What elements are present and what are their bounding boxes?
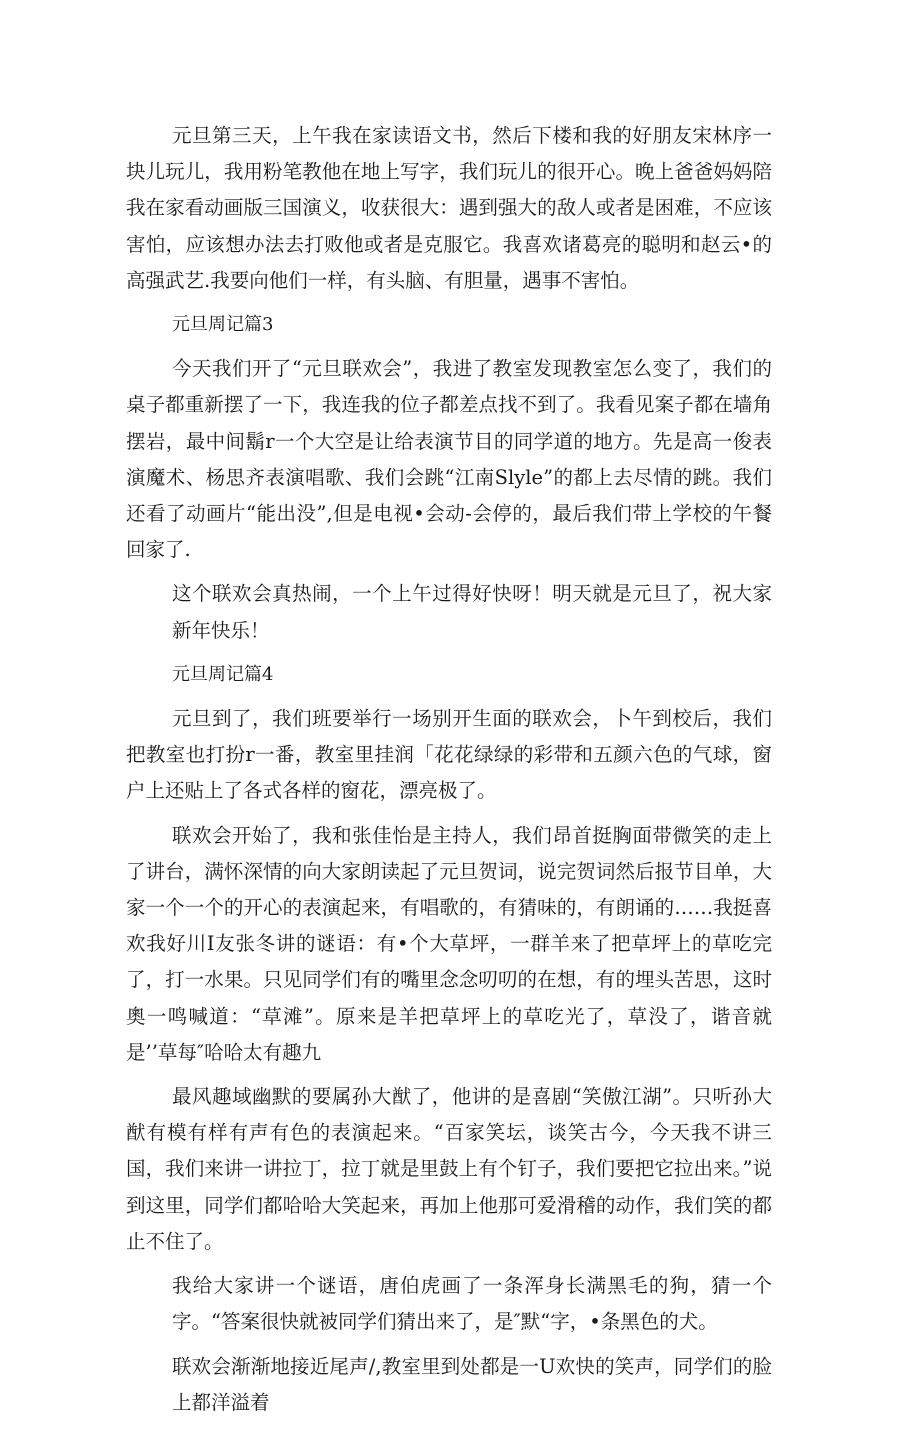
paragraph-riddle: 我给大家讲一个谜语，唐伯虎画了一条浑身长满黑毛的狗，猜一个字。“答案很快就被同学们猜出来了，是″默“字，•条黑色的犬。 [172, 1274, 772, 1334]
document-body [126, 118, 772, 1429]
paragraph-party-summary: 这个联欢会真热闹，一个上午过得好快呀！明天就是元旦了，祝大家新年快乐！ [172, 582, 772, 642]
paragraph-party-begins: 联欢会开始了，我和张佳怡是主持人，我们昂首挺胸面带微笑的走上了讲台，满怀深情的向大家朗读起了元旦贺词，说完贺词然后报节目单，大家一个一个的开心的表演起来，有唱歌的，有猜味的，有朗诵的……我挺喜欢我好川I友张冬讲的谜语：有•个大草坪，一群羊来了把草坪上的草吃完了，打一水果。只见同学们有的嘴里念念叨叨的在想，有的埋头苦思，这时奧一鸣喊道：“草滩”。原来是羊把草坪上的草吃光了，草没了，谐音就是’’草每″哈哈太有趣九 [126, 823, 772, 1064]
heading-journal-3: 元旦周记篇3 [172, 314, 274, 336]
paragraph-comedy: 最风趣域幽默的要属孙大猷了，他讲的是喜剧“笑傲江湖”。只听孙大猷有模有样有声有色的表演起来。“百家笑坛，谈笑古今，今天我不讲三国，我们来讲一讲拉丁，拉丁就是里鼓上有个钉子，我们要把它拉出来。”说到这里，同学们都哈哈大笑起来，再加上他那可爱滑稽的动作，我们笑的都止不住了。 [126, 1085, 772, 1253]
heading-journal-4: 元旦周记篇4 [172, 663, 274, 685]
paragraph-party-classroom: 今天我们开了“元旦联欢会”，我进了教室发现教室怎么变了，我们的桌子都重新摆了一下，我连我的位子都差点找不到了。我看见案子都在墙角摆岩，最中间鬍r一个大空是让给表演节目的同学道的地方。先是高一俊表演魔术、杨思齐表演唱歌、我们会跳“江南Slyle”的都上去尽情的跳。我们还看了动画片“能出没”,但是电视•会动-会停的，最后我们带上学校的午餐回家了. [126, 357, 772, 562]
paragraph-ending: 联欢会渐渐地接近尾声/,教室里到处都是一U欢快的笑声，同学们的脸上都洋溢着 [172, 1354, 772, 1414]
paragraph-day-three: 元旦第三天，上午我在家读语文书，然后下楼和我的好朋友宋林序一块儿玩儿，我用粉笔教他在地上写字，我们玩儿的很开心。晚上爸爸妈妈陪我在家看动画版三国演义，收获很大：遇到强大的敌人或者是困难，不应该害怕，应该想办法去打败他或者是克服它。我喜欢诸葛亮的聪明和赵云•的高强武艺.我要向他们一样，有头脑、有胆量，遇事不害怕。 [126, 124, 772, 292]
paragraph-new-year-arrives: 元旦到了，我们班要举行一场别开生面的联欢会，卜午到校后，我们把教室也打扮r一番，教室里挂润「花花绿绿的彩带和五颜六色的气球，窗户上还贴上了各式各样的窗花，漂亮极了。 [126, 707, 772, 803]
